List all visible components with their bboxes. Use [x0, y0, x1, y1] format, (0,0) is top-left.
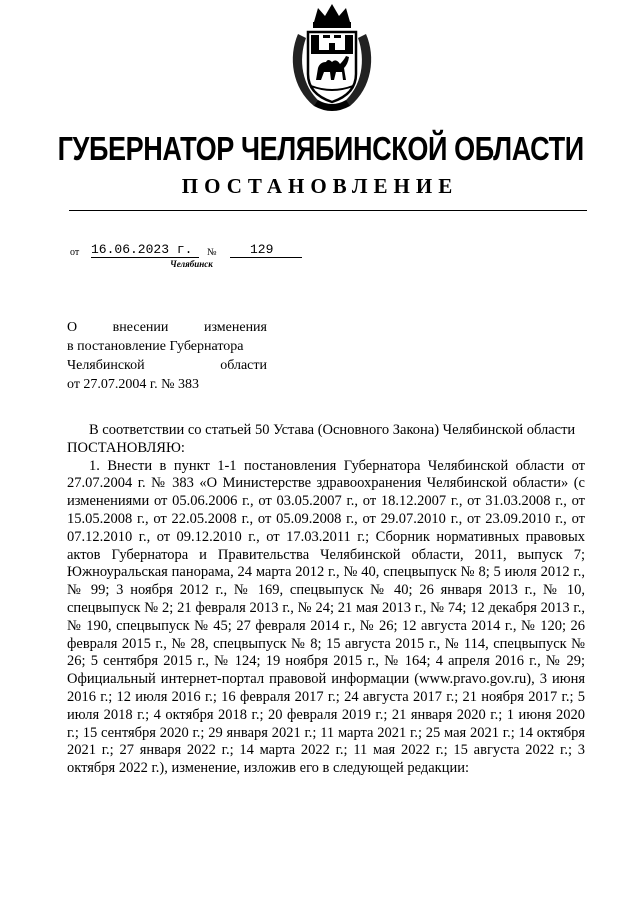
document-meta — [70, 242, 330, 272]
document-body — [67, 422, 585, 778]
subject-line: в постановление Губернатора — [67, 339, 244, 354]
document-number: 129 — [230, 242, 302, 258]
subject-line: О внесении изменения — [67, 320, 267, 335]
subject-line: Челябинской области — [67, 358, 267, 373]
document-date: 16.06.2023 г. — [91, 242, 199, 258]
coat-of-arms-icon — [284, 2, 380, 116]
document-type-heading: ПОСТАНОВЛЕНИЕ — [181, 174, 459, 198]
document-subject — [67, 318, 267, 394]
number-prefix: № — [207, 247, 217, 258]
authority-title: ГУБЕРНАТОР ЧЕЛЯБИНСКОЙ ОБЛАСТИ — [57, 130, 584, 167]
issue-city: Челябинск — [170, 259, 213, 269]
resolve-heading: ПОСТАНОВЛЯЮ: — [67, 439, 185, 456]
date-prefix: от — [70, 247, 80, 258]
header-divider — [69, 210, 587, 211]
item-1-paragraph: 1. Внести в пункт 1-1 постановления Губернатора Челябинской области от 27.07.2004 г. № 383 «О Министерстве здравоохранения Челябинской области» (с изменениями от 05.06.2006 г., от 03.05.2007 г., от 18.12.2007 г., от 31.03.2008 г., от 15.05.2008 г., от 22.05.2008 г., от 05.09.2008 г., от 29.07.2010 г., от 23.09.2010 г., от 07.12.2010 г., от 09.12.2010 г., от 17.03.2011 г.; Сборник нормативных правовых актов Губернатора и Правительства Челябинской области, 2011, выпуск 7; Южноуральская панорама, 24 марта 2012 г., № 40, спецвыпуск № 8; 5 июля 2012 г., № 99; 3 ноября 2012 г., № 169, спецвыпуск № 40; 26 января 2013 г., № 10, спецвыпуск № 2; 21 февраля 2013 г., № 24; 21 мая 2013 г., № 74; 12 декабря 2013 г., № 190, спецвыпуск № 45; 27 февраля 2014 г., № 26; 12 августа 2014 г., № 120; 26 февраля 2015 г., № 28, спецвыпуск № 8; 15 августа 2015 г., № 114, спецвыпуск № 26; 5 сентября 2015 г., № 124; 19 ноября 2015 г., № 164; 4 апреля 2016 г., № 29; Официальный интернет-портал правовой информации (www.pravo.gov.ru), 3 июня 2016 г.; 12 июля 2016 г.; 16 февраля 2017 г.; 24 августа 2017 г.; 21 ноября 2017 г.; 5 июля 2018 г.; 4 октября 2018 г.; 20 февраля 2019 г.; 21 января 2020 г.; 1 июня 2020 г.; 15 сентября 2020 г.; 29 января 2021 г.; 11 марта 2021 г.; 25 мая 2021 г.; 14 октября 2021 г.; 27 января 2022 г.; 14 марта 2022 г.; 11 мая 2022 г.; 15 августа 2022 г.; 3 октября 2022 г.), изменение, изложив его в следующей редакции: — [67, 457, 585, 777]
preamble-paragraph: В соответствии со статьей 50 Устава (Основного Закона) Челябинской области — [89, 422, 576, 438]
subject-line: от 27.07.2004 г. № 383 — [67, 377, 199, 392]
